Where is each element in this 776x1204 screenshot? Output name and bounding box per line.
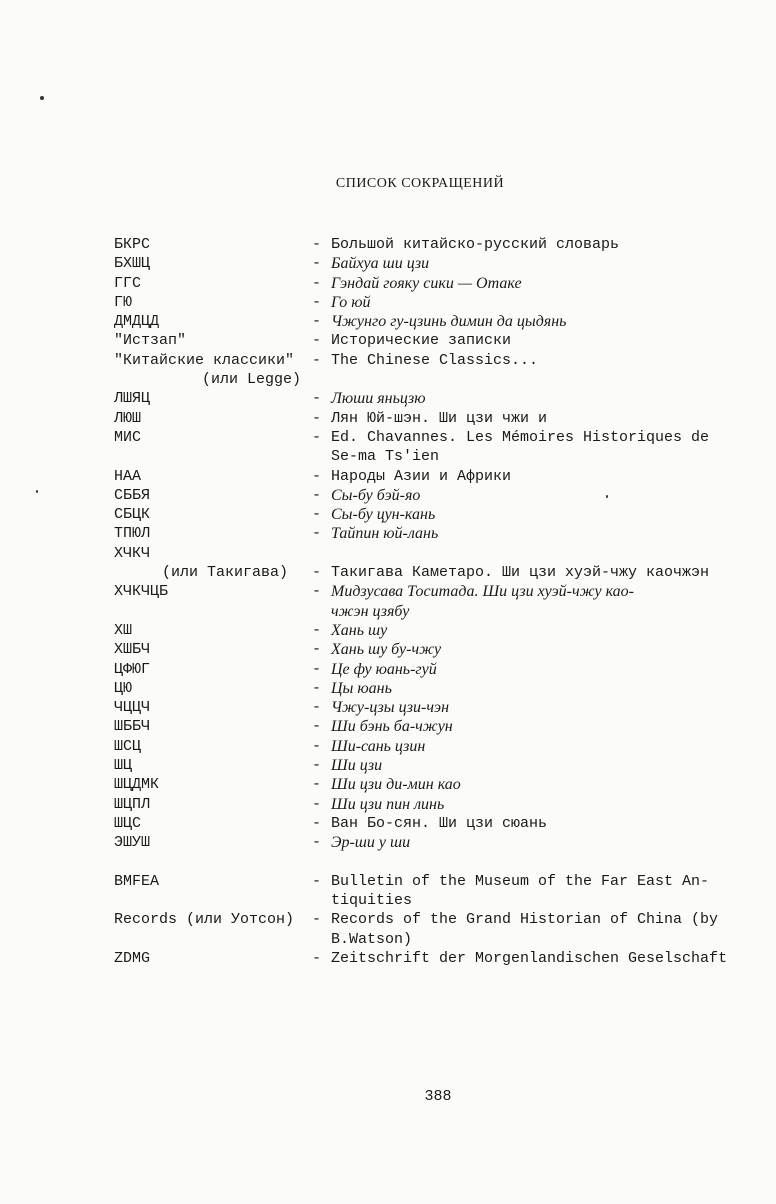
dash: - bbox=[312, 467, 322, 485]
dash: - bbox=[312, 255, 322, 273]
definition: Records of the Grand Historian of China (by bbox=[331, 911, 719, 929]
list-item bbox=[114, 370, 769, 389]
dash: - bbox=[312, 583, 322, 601]
abbreviation: СББЯ bbox=[114, 486, 151, 504]
abbreviation: БКРС bbox=[114, 236, 151, 253]
dash: - bbox=[312, 872, 322, 890]
definition: B.Watson) bbox=[331, 930, 413, 948]
list-item bbox=[114, 582, 769, 601]
list-item bbox=[114, 679, 769, 698]
definition: Ши-сань цзин bbox=[331, 737, 426, 755]
dash: - bbox=[312, 660, 322, 678]
definition: Хань шу бу-чжу bbox=[331, 641, 442, 659]
dash: - bbox=[312, 911, 322, 929]
list-item bbox=[114, 717, 769, 736]
list-item bbox=[114, 775, 769, 794]
definition: Тайпин юй-лань bbox=[331, 525, 439, 543]
abbreviation: (или Legge) bbox=[202, 371, 302, 389]
list-item bbox=[114, 524, 769, 543]
definition: The Chinese Classics... bbox=[331, 351, 539, 369]
abbreviation: ШЦДМК bbox=[114, 776, 160, 794]
list-item bbox=[114, 293, 769, 312]
list-item bbox=[114, 737, 769, 756]
abbreviation: ХШ bbox=[114, 621, 133, 639]
dash: - bbox=[312, 428, 322, 446]
abbreviation: ШББЧ bbox=[114, 718, 151, 736]
abbreviation: ГГС bbox=[114, 274, 142, 292]
abbreviation: ШЦПЛ bbox=[114, 795, 151, 813]
dash: - bbox=[312, 390, 322, 408]
abbreviation: СБЦК bbox=[114, 506, 151, 524]
dash: - bbox=[312, 351, 322, 369]
abbreviation: ЭШУШ bbox=[114, 834, 151, 852]
list-item-continuation bbox=[114, 602, 769, 621]
abbreviation: НАА bbox=[114, 467, 142, 485]
list-item bbox=[114, 274, 769, 293]
list-item-continuation bbox=[114, 930, 769, 949]
list-item bbox=[114, 756, 769, 775]
scan-speck bbox=[40, 96, 44, 100]
list-item bbox=[114, 254, 769, 273]
definition: Ши цзи ди-мин као bbox=[331, 776, 461, 794]
list-item-continuation bbox=[114, 891, 769, 910]
dash: - bbox=[312, 718, 322, 736]
definition: Народы Азии и Африки bbox=[331, 467, 512, 485]
dash: - bbox=[312, 621, 322, 639]
list-item bbox=[114, 698, 769, 717]
dash: - bbox=[312, 506, 322, 524]
definition: Исторические записки bbox=[331, 332, 512, 350]
abbreviation: ЦФЮГ bbox=[114, 660, 151, 678]
list-item bbox=[114, 467, 769, 486]
list-item bbox=[114, 505, 769, 524]
list-item bbox=[114, 949, 769, 968]
abbreviation: "Истзап" bbox=[114, 332, 187, 350]
dash: - bbox=[312, 332, 322, 350]
list-item bbox=[114, 486, 769, 505]
definition: Сы-бу бэй-яо bbox=[331, 486, 421, 504]
dash: - bbox=[312, 564, 322, 582]
dash: - bbox=[312, 486, 322, 504]
definition: Ван Бо-сян. Ши цзи сюань bbox=[331, 814, 548, 832]
list-item bbox=[114, 235, 769, 254]
abbreviation: БХШЦ bbox=[114, 255, 151, 273]
abbreviation: (или Такигава) bbox=[162, 564, 289, 582]
list-item bbox=[114, 833, 769, 852]
list-item bbox=[114, 563, 769, 582]
list-item bbox=[114, 312, 769, 331]
abbreviation: ДМДЦД bbox=[114, 313, 160, 331]
dash: - bbox=[312, 274, 322, 292]
dash: - bbox=[312, 641, 322, 659]
abbreviation: ЛЮШ bbox=[114, 409, 142, 427]
dash: - bbox=[312, 236, 322, 253]
definition: Лян Юй-шэн. Ши цзи чжи и bbox=[331, 409, 548, 427]
definition: Чжу-цзы цзи-чэн bbox=[331, 699, 449, 717]
list-item bbox=[114, 621, 769, 640]
dash: - bbox=[312, 757, 322, 775]
dash: - bbox=[312, 699, 322, 717]
definition: Zeitschrift der Morgenlandischen Geselschaft bbox=[331, 949, 728, 967]
dash: - bbox=[312, 525, 322, 543]
dash: - bbox=[312, 409, 322, 427]
abbreviation: ШЦ bbox=[114, 757, 133, 775]
definition: Se-ma Ts'ien bbox=[331, 448, 440, 466]
abbreviation: ЦЮ bbox=[114, 679, 133, 697]
list-item-continuation bbox=[114, 447, 769, 466]
dash: - bbox=[312, 949, 322, 967]
definition: Байхуа ши цзи bbox=[331, 255, 430, 273]
definition: чжэн цзябу bbox=[331, 602, 410, 620]
list-item bbox=[114, 544, 769, 563]
definition: Люши яньцзю bbox=[331, 390, 426, 408]
definition: Сы-бу цун-кань bbox=[331, 506, 436, 524]
list-item bbox=[114, 331, 769, 350]
abbreviation: ХЧКЧ bbox=[114, 544, 151, 562]
definition: Чжунго гу-цзинь димин да цыдянь bbox=[331, 313, 567, 331]
abbreviation: ТПЮЛ bbox=[114, 525, 151, 543]
list-item bbox=[114, 351, 769, 370]
abbreviation: ХШБЧ bbox=[114, 641, 151, 659]
dash: - bbox=[312, 737, 322, 755]
abbreviation: ХЧКЧЦБ bbox=[114, 583, 169, 601]
definition: Мидзусава Тоситада. Ши цзи хуэй-чжу као- bbox=[331, 583, 634, 601]
list-item bbox=[114, 428, 769, 447]
dash: - bbox=[312, 776, 322, 794]
definition: Ed. Chavannes. Les Mémoires Historiques de bbox=[331, 428, 710, 446]
definition: Цы юань bbox=[331, 679, 392, 697]
abbreviation: ШСЦ bbox=[114, 737, 142, 755]
list-item bbox=[114, 640, 769, 659]
list-item bbox=[114, 910, 769, 929]
abbreviation: ЧЦЦЧ bbox=[114, 699, 151, 717]
list-item bbox=[114, 409, 769, 428]
dash: - bbox=[312, 834, 322, 852]
definition: tiquities bbox=[331, 892, 413, 910]
page-number: 388 bbox=[424, 1088, 452, 1105]
definition: Bulletin of the Museum of the Far East An- bbox=[331, 872, 710, 890]
list-item bbox=[114, 814, 769, 833]
spacer bbox=[114, 853, 769, 872]
definition: Ши бэнь ба-чжун bbox=[331, 718, 453, 736]
definition: Го юй bbox=[331, 293, 371, 311]
dash: - bbox=[312, 679, 322, 697]
definition: Ши цзи пин линь bbox=[331, 795, 445, 813]
list-item bbox=[114, 872, 769, 891]
definition: Такигава Каметаро. Ши цзи хуэй-чжу каочжэн bbox=[331, 564, 710, 582]
abbreviation: Records (или Уотсон) bbox=[114, 911, 295, 929]
list-item bbox=[114, 795, 769, 814]
scan-speck bbox=[606, 495, 608, 498]
dash: - bbox=[312, 795, 322, 813]
list-item bbox=[114, 660, 769, 679]
definition: Хань шу bbox=[331, 621, 388, 639]
definition: Гэндай гояку сики — Отаке bbox=[331, 274, 522, 292]
definition: Ши цзи bbox=[331, 757, 383, 775]
abbreviation-list bbox=[114, 235, 769, 968]
definition: Це фу юань-гуй bbox=[331, 660, 437, 678]
scan-speck bbox=[36, 490, 38, 493]
abbreviation: МИС bbox=[114, 428, 142, 446]
abbreviation: ЛШЯЦ bbox=[114, 390, 151, 408]
abbreviation: "Китайские классики" bbox=[114, 351, 295, 369]
page-title: СПИСОК СОКРАЩЕНИЙ bbox=[335, 176, 505, 191]
dash: - bbox=[312, 313, 322, 331]
dash: - bbox=[312, 814, 322, 832]
abbreviation: ГЮ bbox=[114, 293, 133, 311]
list-item bbox=[114, 389, 769, 408]
definition: Эр-ши у ши bbox=[331, 834, 411, 852]
dash: - bbox=[312, 293, 322, 311]
abbreviation: BMFEA bbox=[114, 872, 160, 890]
abbreviation: ШЦС bbox=[114, 814, 142, 832]
definition: Большой китайско-русский словарь bbox=[331, 236, 620, 253]
abbreviation: ZDMG bbox=[114, 949, 151, 967]
